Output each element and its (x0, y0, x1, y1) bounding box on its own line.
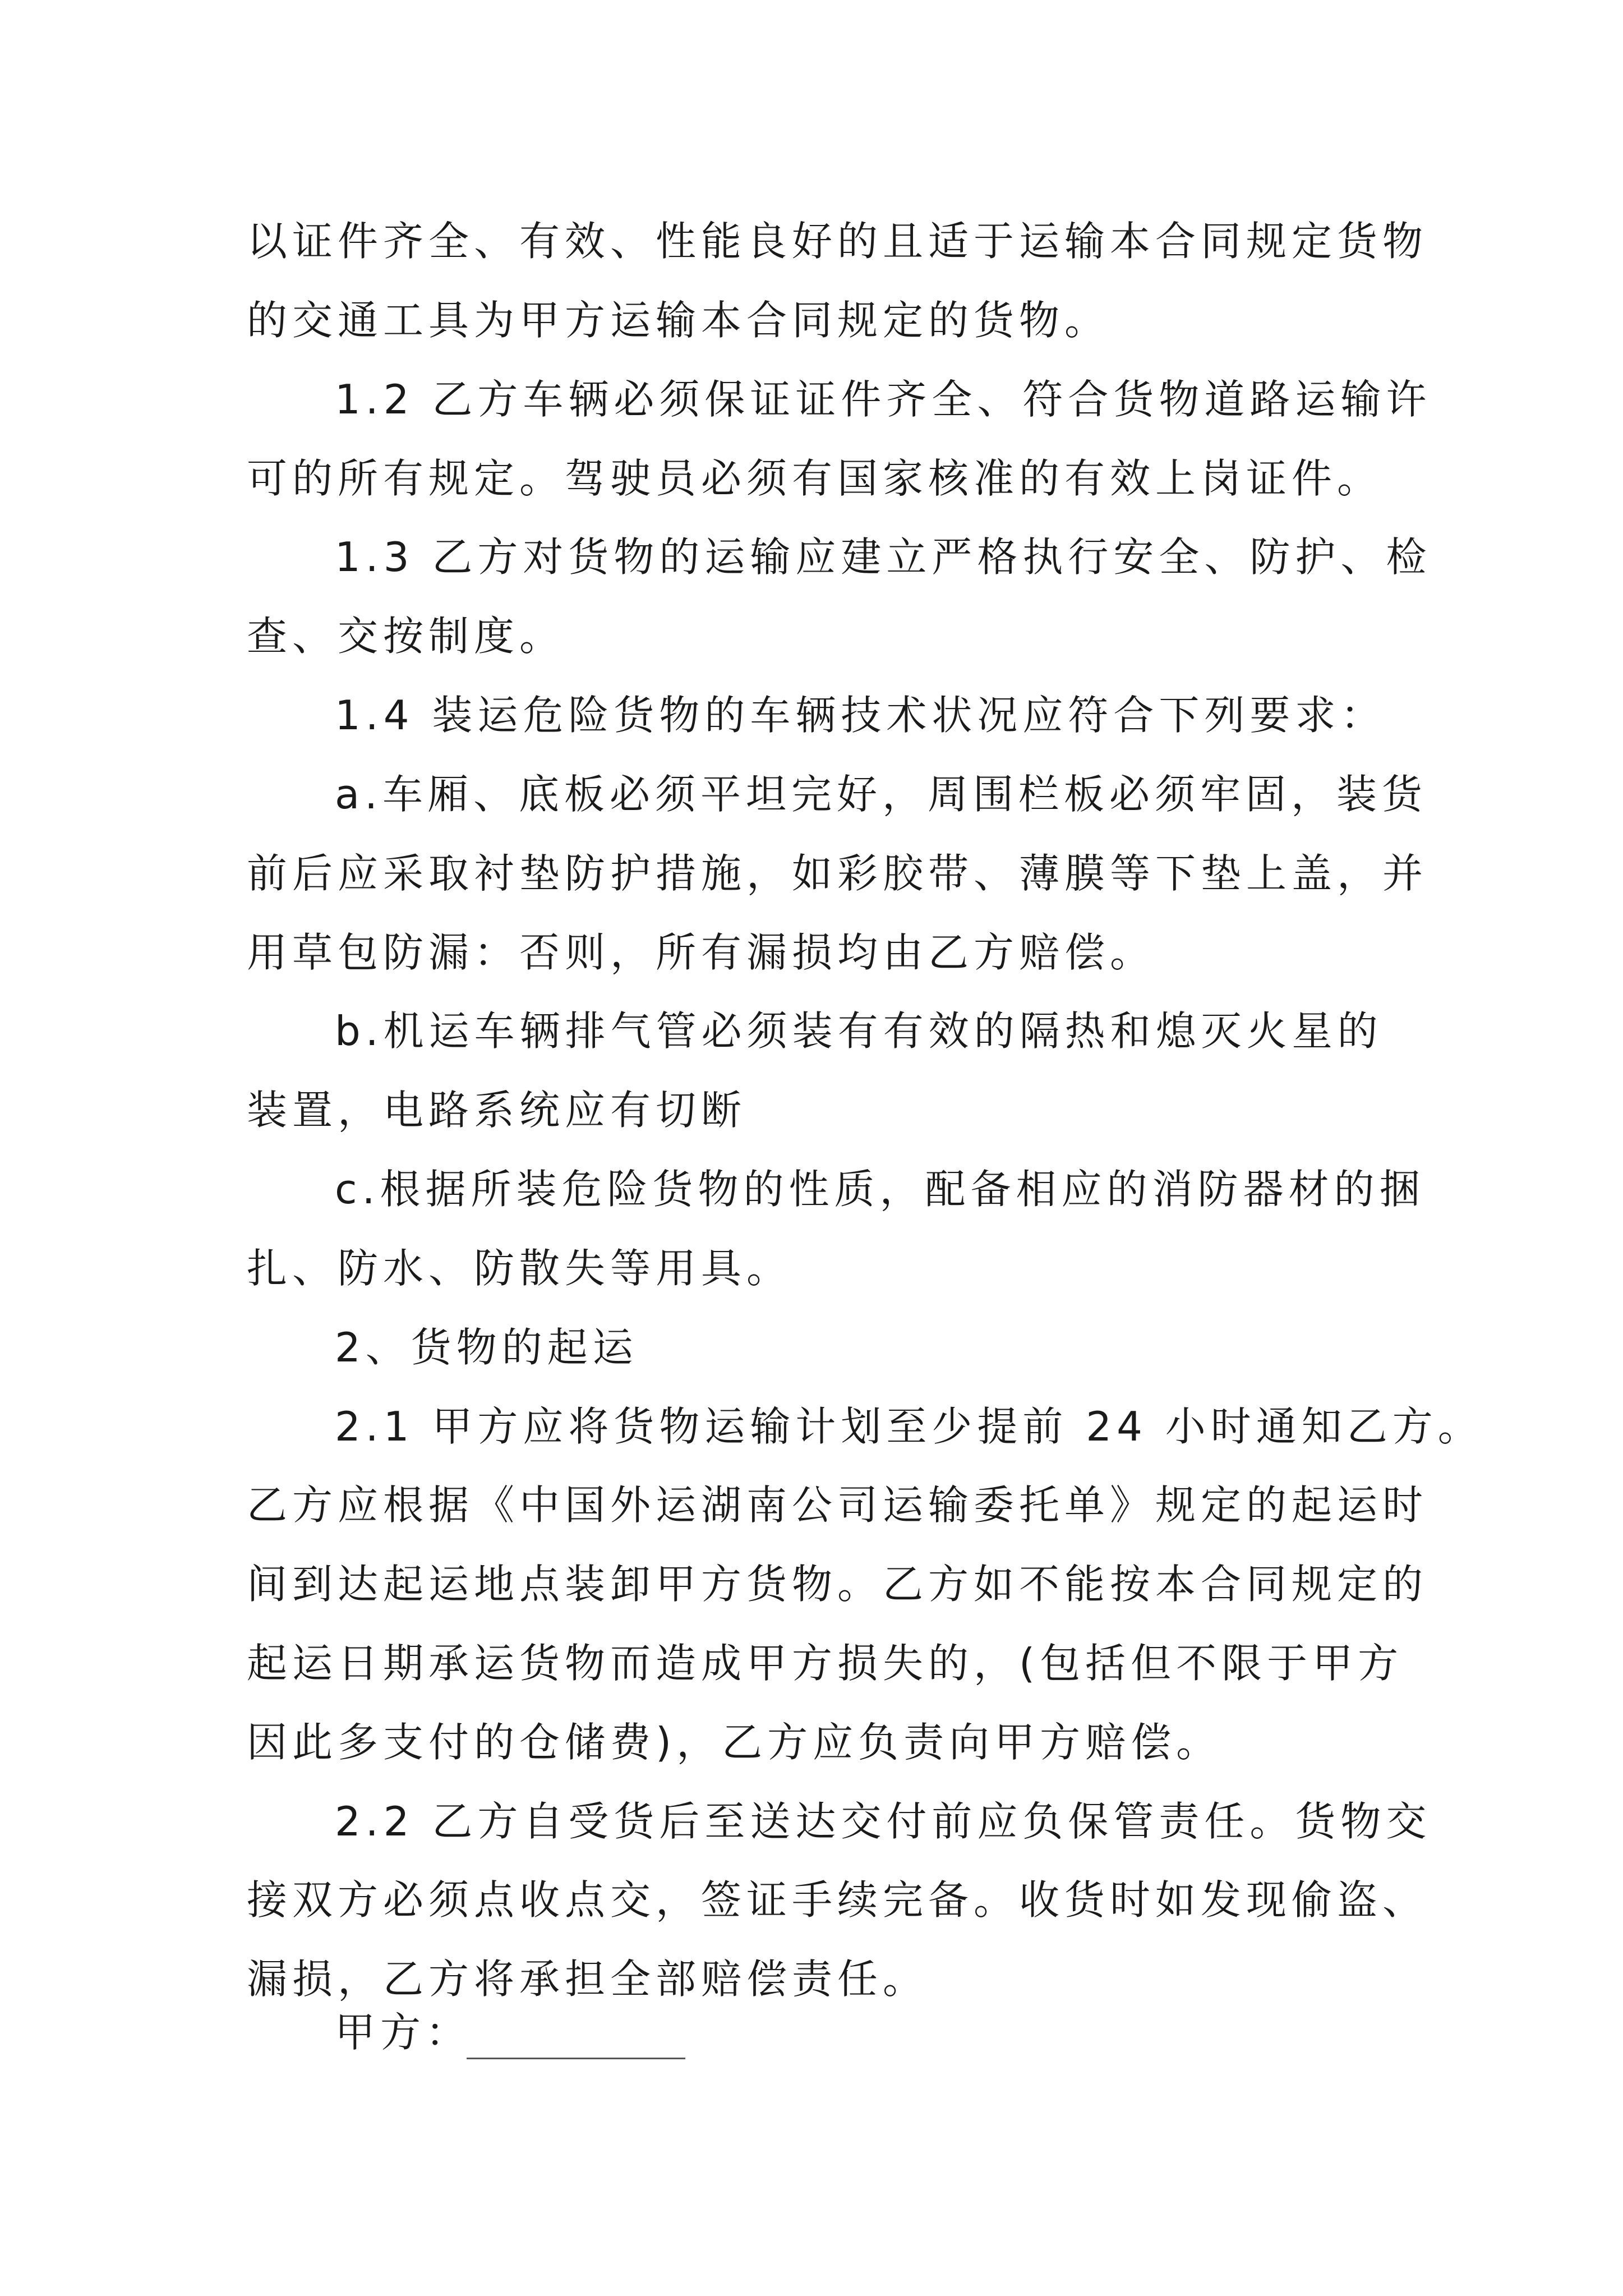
text-line-20: 因此多支付的仓储费)，乙方应负责向甲方赔偿。 (247, 1719, 1222, 1766)
text-line-9: 前后应采取衬垫防护措施，如彩胶带、薄膜等下垫上盖，并 (247, 850, 1428, 897)
text-line-23: 漏损，乙方将承担全部赔偿责任。 (247, 1955, 929, 2003)
signature-blank-line (467, 2058, 685, 2059)
text-line-14: 扎、防水、防散失等用具。 (247, 1245, 792, 1292)
text-line-12: 装置，电路系统应有切断 (247, 1087, 747, 1134)
text-line-13: c.根据所装危险货物的性质，配备相应的消防器材的捆 (335, 1166, 1425, 1213)
text-line-18: 间到达起运地点装卸甲方货物。乙方如不能按本合同规定的 (247, 1561, 1428, 1608)
text-line-16: 2.1 甲方应将货物运输计划至少提前 24 小时通知乙方。 (335, 1403, 1483, 1450)
text-line-8: a.车厢、底板必须平坦完好，周围栏板必须牢固，装货 (335, 771, 1428, 818)
text-line-2: 的交通工具为甲方运输本合同规定的货物。 (247, 297, 1110, 344)
text-line-22: 接双方必须点收点交，签证手续完备。收货时如发现偷盗、 (247, 1876, 1428, 1924)
text-line-10: 用草包防漏：否则，所有漏损均由乙方赔偿。 (247, 929, 1156, 976)
text-line-19: 起运日期承运货物而造成甲方损失的，(包括但不限于甲方 (247, 1640, 1404, 1687)
text-line-5: 1.3 乙方对货物的运输应建立严格执行安全、防护、检 (335, 533, 1432, 581)
text-line-3: 1.2 乙方车辆必须保证证件齐全、符合货物道路运输许 (335, 376, 1432, 423)
text-line-7: 1.4 装运危险货物的车辆技术状况应符合下列要求： (335, 692, 1386, 739)
text-line-6: 查、交按制度。 (247, 613, 565, 660)
text-line-17: 乙方应根据《中国外运湖南公司运输委托单》规定的起运时 (247, 1481, 1428, 1529)
text-line-1: 以证件齐全、有效、性能良好的且适于运输本合同规定货物 (247, 218, 1428, 265)
text-line-11: b.机运车辆排气管必须装有有效的隔热和熄灭火星的 (335, 1007, 1383, 1055)
text-line-4: 可的所有规定。驾驶员必须有国家核准的有效上岗证件。 (247, 455, 1383, 502)
text-line-15: 2、货物的起运 (335, 1324, 638, 1371)
signature-label: 甲方： (335, 2009, 472, 2056)
text-line-21: 2.2 乙方自受货后至送达交付前应负保管责任。货物交 (335, 1798, 1432, 1845)
